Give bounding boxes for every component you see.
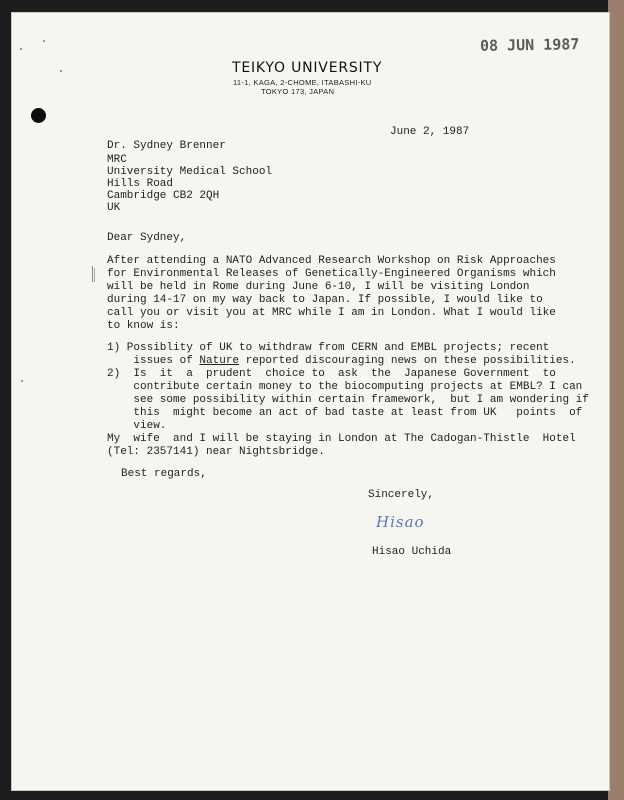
signer-name: Hisao Uchida (372, 546, 452, 558)
handwritten-signature: Hisao (376, 513, 425, 531)
letter-date: June 2, 1987 (390, 126, 470, 138)
body-line: call you or visit you at MRC while I am in London. What I would like (107, 307, 556, 319)
recipient-address-line: UK (107, 202, 121, 214)
recipient-name: Dr. Sydney Brenner (107, 140, 226, 152)
letterhead-address-line: 11-1, KAGA, 2-CHOME, ITABASHI-KU (233, 78, 372, 87)
body-line: during 14-17 on my way back to Japan. If possible, I would like to (107, 294, 543, 306)
paper-speck (20, 48, 22, 50)
list-item-2-line: view. (107, 420, 167, 432)
body-line: After attending a NATO Advanced Research Workshop on Risk Approaches (107, 255, 556, 267)
recipient-address-line: Cambridge CB2 2QH (107, 190, 220, 202)
recipient-address-line: Hills Road (107, 178, 174, 190)
closing: Sincerely, (368, 489, 435, 501)
list-item-2-line: this might become an act of bad taste at least from UK points of (107, 407, 583, 419)
body-line: My wife and I will be staying in London at The Cadogan-Thistle Hotel (107, 433, 576, 445)
closing-regards: Best regards, (121, 468, 207, 480)
punch-hole (31, 108, 46, 123)
list-item-1-line: issues of Nature reported discouraging news on these possibilities. (107, 355, 576, 367)
letterhead-address-line: TOKYO 173, JAPAN (261, 87, 335, 96)
folder-edge (608, 0, 624, 800)
body-line: will be held in Rome during June 6-10, I will be visiting London (107, 281, 530, 293)
recipient-address-line: MRC (107, 154, 127, 166)
list-item-2-line: 2) Is it a prudent choice to ask the Japanese Government to (107, 368, 556, 380)
body-line: (Tel: 2357141) near Nightsbridge. (107, 446, 325, 458)
list-item-2-line: see some possibility within certain framework, but I am wondering if (107, 394, 589, 406)
paper-speck (21, 380, 23, 382)
margin-mark (94, 268, 96, 282)
salutation: Dear Sydney, (107, 232, 187, 244)
paper-speck (43, 40, 45, 42)
list-item-2-line: contribute certain money to the biocomputing projects at EMBL? I can (107, 381, 583, 393)
letterhead-name: TEIKYO UNIVERSITY (232, 60, 383, 76)
date-stamp: 08 JUN 1987 (479, 35, 580, 55)
recipient-address-line: University Medical School (107, 166, 273, 178)
body-line: to know is: (107, 320, 180, 332)
list-item-1-line: 1) Possiblity of UK to withdraw from CERN and EMBL projects; recent (107, 342, 550, 354)
body-line: for Environmental Releases of Genetically-Engineered Organisms which (107, 268, 556, 280)
paper-speck (60, 70, 62, 72)
journal-title: Nature (199, 355, 240, 367)
